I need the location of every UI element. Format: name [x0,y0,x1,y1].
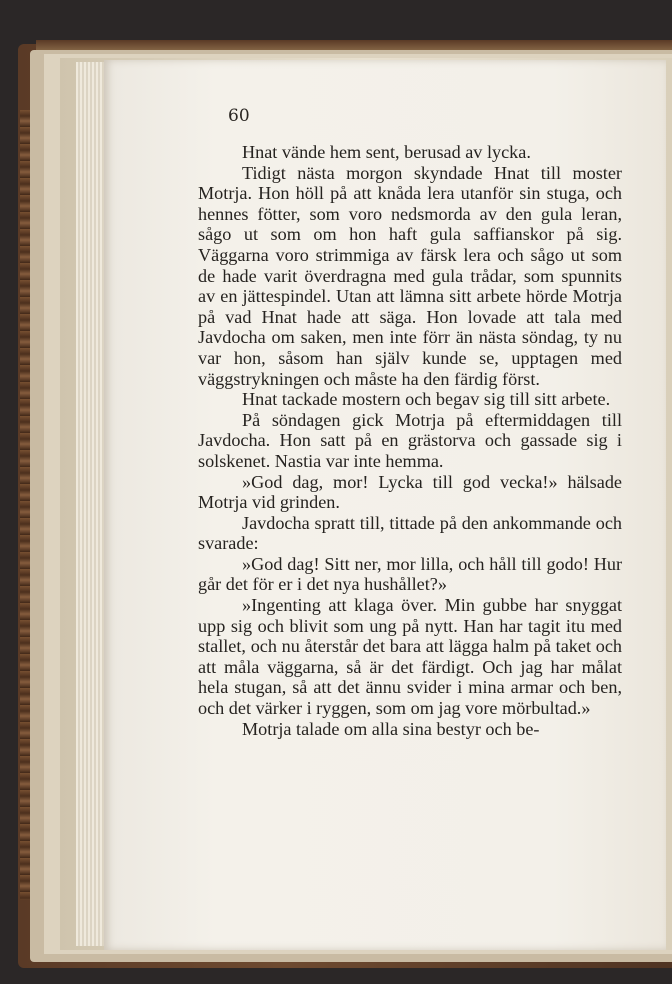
page-edges [76,62,106,946]
page-text [198,142,622,739]
paragraph: »Ingenting att klaga över. Min gubbe har snyggat upp sig och blivit som ung på nytt. Han har tagit itu med stallet, och nu återstår det bara att lägga halm på taket och att måla väggarna, så är det färdigt. Och jag har målat hela stugan, så att det ännu svider i mina armar och ben, och det värker i ryggen, som om jag vore mörbultad.» [198,595,622,719]
paragraph: »God dag! Sitt ner, mor lilla, och håll till godo! Hur går det för er i det nya hushållet?» [198,553,622,595]
paragraph: Javdocha spratt till, tittade på den ankommande och svarade: [198,512,622,554]
paragraph: Hnat tackade mostern och begav sig till sitt arbete. [242,389,611,410]
paragraph: På söndagen gick Motrja på eftermiddagen till Javdocha. Hon satt på en grästorva och gassade sig i solskenet. Nastia var inte hemma. [198,409,622,471]
paragraph: Tidigt nästa morgon skyndade Hnat till moster Motrja. Hon höll på att knåda lera utanför sin stuga, och hennes fötter, som voro nedsmorda av den gula leran, sågo ut som om hon haft gula saffianskor på sig. Väggarna voro strimmiga av färsk lera och sågo ut som de hade varit överdragna med gula trådar, som spunnits av en jättespindel. Utan att lämna sitt arbete hörde Motrja på vad Hnat hade att säga. Hon lovade att tala med Javdocha om saken, men inte förr än nästa söndag, ty nu var hon, såsom han själv kunde se, upptagen med väggstrykningen och måste ha den färdig först. [198,162,622,389]
paragraph: »God dag, mor! Lycka till god vecka!» hälsade Motrja vid grinden. [198,471,622,513]
paragraph: Motrja talade om alla sina bestyr och be- [242,718,540,739]
paragraph: Hnat vände hem sent, berusad av lycka. [242,142,531,162]
page-number: 60 [228,106,250,126]
